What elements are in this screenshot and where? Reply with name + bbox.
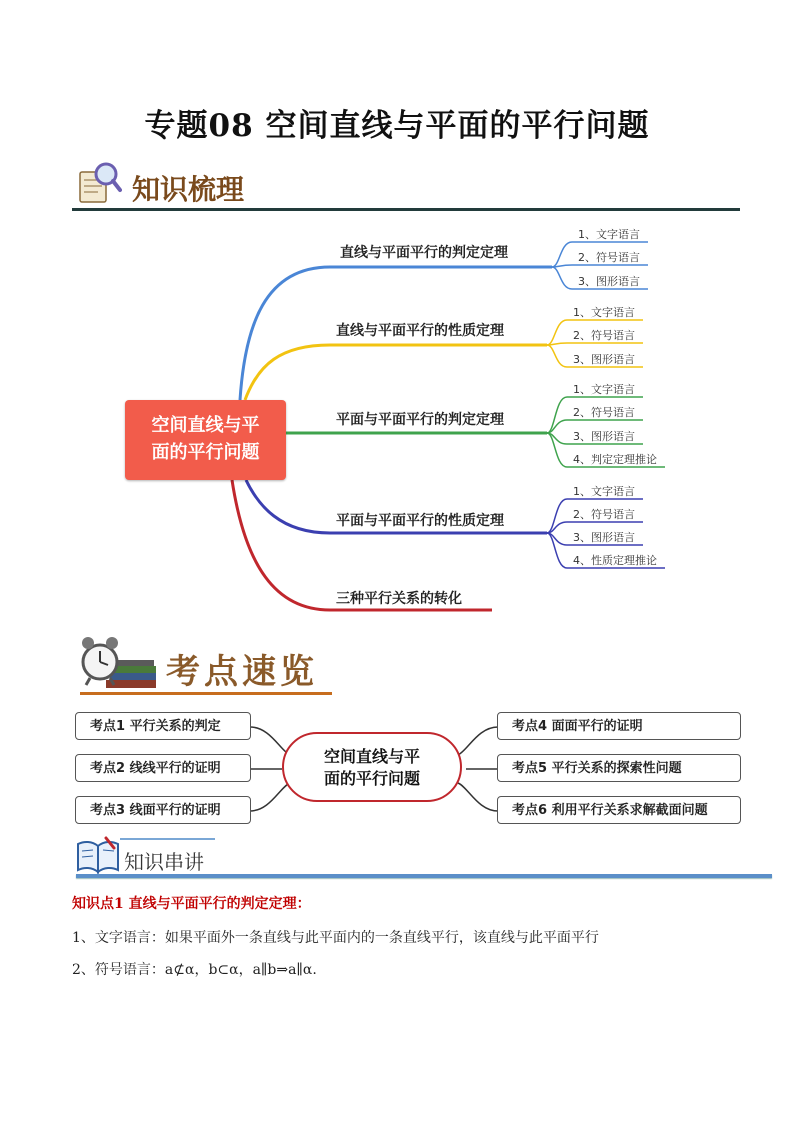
leaf-3-2: 2、符号语言 [573, 406, 635, 419]
leaf-4-1: 1、文字语言 [573, 485, 635, 498]
branch-label-4: 平面与平面平行的性质定理 [336, 513, 504, 529]
leaf-1-3: 3、图形语言 [578, 275, 640, 288]
leaf-4-3: 3、图形语言 [573, 531, 635, 544]
text-language-line: 1、文字语言：如果平面外一条直线与此平面内的一条直线平行，该直线与此平面平行 [72, 930, 599, 946]
section1-heading: 知识梳理 [132, 173, 245, 206]
kaodian-4: 考点4 面面平行的证明 [497, 712, 741, 740]
kaodian-2: 考点2 线线平行的证明 [75, 754, 251, 782]
open-book-icon [76, 836, 120, 876]
kaodian-1: 考点1 平行关系的判定 [75, 712, 251, 740]
branch-label-2: 直线与平面平行的性质定理 [336, 323, 504, 339]
kaodian-5: 考点5 平行关系的探索性问题 [497, 754, 741, 782]
symbol-language-line: 2、符号语言：a⊄α，b⊂α，a∥b⇒a∥α. [72, 962, 317, 978]
leaf-4-4: 4、性质定理推论 [573, 554, 657, 567]
branch-label-5: 三种平行关系的转化 [336, 591, 462, 607]
section1-icon [76, 160, 122, 204]
section3-top-rule [120, 838, 215, 840]
knowledge-point-1-title: 知识点1 直线与平面平行的判定定理： [72, 896, 311, 912]
section2-heading: 考点速览 [166, 652, 318, 692]
mindmap-center-line2: 面的平行问题 [151, 442, 260, 463]
section3-divider [76, 874, 772, 878]
leaf-1-1: 1、文字语言 [578, 228, 640, 241]
leaf-3-1: 1、文字语言 [573, 383, 635, 396]
kaodian-6: 考点6 利用平行关系求解截面问题 [497, 796, 741, 824]
leaf-1-2: 2、符号语言 [578, 251, 640, 264]
leaf-4-2: 2、符号语言 [573, 508, 635, 521]
mindmap-center-line1: 空间直线与平 [151, 415, 260, 436]
kaodian-center-line2: 面的平行问题 [323, 769, 420, 788]
leaf-2-1: 1、文字语言 [573, 306, 635, 319]
section3-heading: 知识串讲 [124, 850, 204, 874]
kaodian-center [282, 732, 462, 802]
leaf-2-2: 2、符号语言 [573, 329, 635, 342]
leaf-2-3: 3、图形语言 [573, 353, 635, 366]
alarm-clock-books-icon [78, 632, 160, 690]
leaf-3-3: 3、图形语言 [573, 430, 635, 443]
leaf-3-4: 4、判定定理推论 [573, 453, 657, 466]
branch-label-1: 直线与平面平行的判定定理 [340, 245, 508, 261]
section1-divider [72, 208, 740, 211]
kaodian-3: 考点3 线面平行的证明 [75, 796, 251, 824]
section2-divider [80, 692, 332, 695]
page-title: 专题08 空间直线与平面的平行问题 [144, 108, 650, 144]
mindmap-center [125, 400, 286, 480]
kaodian-center-line1: 空间直线与平 [323, 747, 420, 766]
branch-label-3: 平面与平面平行的判定定理 [336, 412, 504, 428]
